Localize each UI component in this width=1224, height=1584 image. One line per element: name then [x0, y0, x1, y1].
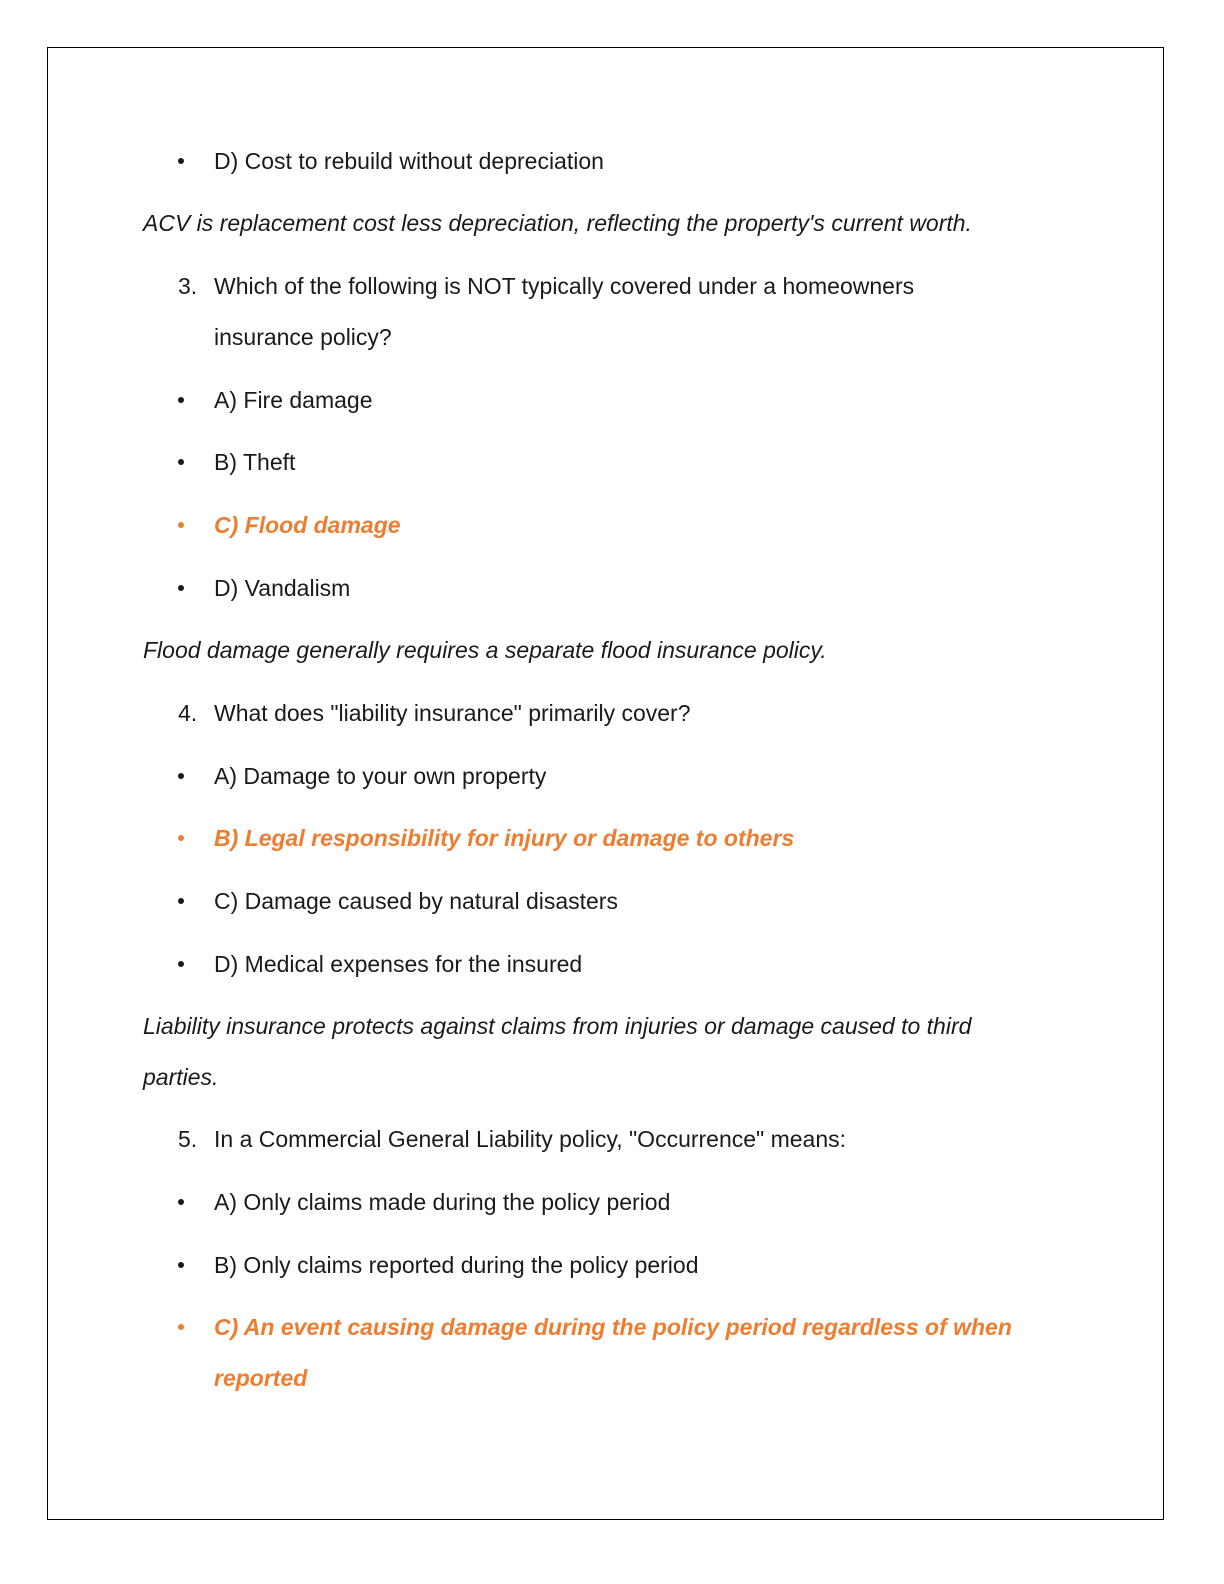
q5-number: 5. — [178, 1126, 198, 1152]
bullet-dot — [178, 961, 184, 967]
q3-option-a: A) Fire damage — [214, 387, 373, 413]
q3-question-line2: insurance policy? — [214, 324, 392, 350]
q4-option-b-correct: B) Legal responsibility for injury or damage to others — [214, 825, 795, 851]
q5-option-b: B) Only claims reported during the policy period — [214, 1252, 699, 1278]
bullet-dot — [178, 459, 184, 465]
q3-explanation: Flood damage generally requires a separate flood insurance policy. — [143, 637, 827, 663]
answer-bullet-dot — [178, 522, 184, 528]
answer-bullet-dot — [178, 1324, 184, 1330]
q4-option-a: A) Damage to your own property — [214, 763, 547, 789]
answer-bullet-dot — [178, 835, 184, 841]
bullet-dot — [178, 1262, 184, 1268]
bullet-dot — [178, 585, 184, 591]
q3-option-c-correct: C) Flood damage — [214, 512, 401, 538]
q3-number: 3. — [178, 273, 198, 299]
bullet-dot — [178, 397, 184, 403]
q4-option-d: D) Medical expenses for the insured — [214, 951, 583, 977]
q5-option-a: A) Only claims made during the policy period — [214, 1189, 671, 1215]
q4-number: 4. — [178, 700, 198, 726]
bullet-dot — [178, 773, 184, 779]
bullet-dot — [178, 158, 184, 164]
q4-question: What does "liability insurance" primarily cover? — [214, 700, 691, 726]
q3-option-b: B) Theft — [214, 449, 296, 475]
q4-explanation-line1: Liability insurance protects against claims from injuries or damage caused to third — [143, 1013, 972, 1039]
q2-option-d: D) Cost to rebuild without depreciation — [214, 148, 604, 174]
q5-option-c-correct-line2: reported — [214, 1365, 308, 1391]
q3-question-line1: Which of the following is NOT typically covered under a homeowners — [214, 273, 915, 299]
q4-option-c: C) Damage caused by natural disasters — [214, 888, 618, 914]
q5-option-c-correct-line1: C) An event causing damage during the policy period regardless of when — [214, 1314, 1012, 1340]
q2-explanation: ACV is replacement cost less depreciation, reflecting the property's current worth. — [143, 210, 972, 236]
bullet-dot — [178, 898, 184, 904]
bullet-dot — [178, 1199, 184, 1205]
q4-explanation-line2: parties. — [143, 1064, 219, 1090]
q5-question: In a Commercial General Liability policy, "Occurrence" means: — [214, 1126, 847, 1152]
q3-option-d: D) Vandalism — [214, 575, 351, 601]
